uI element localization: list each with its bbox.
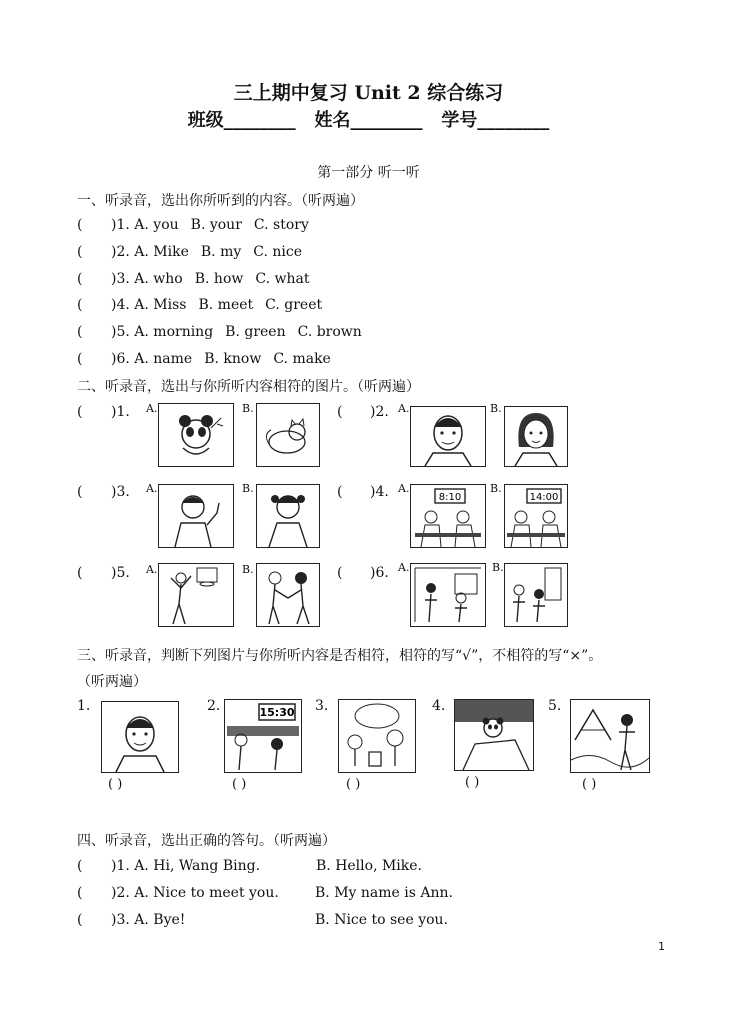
section3-heading-note: （听两遍）	[77, 674, 147, 690]
girl-scene-picture	[570, 699, 650, 773]
section4-option-b: B. My name is Ann.	[315, 885, 453, 901]
girl-waving-picture	[256, 484, 320, 548]
item-number: )2.	[370, 404, 389, 420]
answer-paren: ( )	[465, 775, 480, 790]
section1-item: ( )6. A. name B. know C. make	[77, 351, 331, 367]
clock-classroom-picture	[224, 699, 302, 773]
answer-paren: (	[337, 404, 343, 420]
item-number: 5.	[548, 698, 562, 714]
item-number: )4.	[370, 484, 389, 500]
classroom-picture	[410, 563, 486, 627]
girl-picture	[504, 406, 568, 467]
item-number: 2.	[207, 698, 221, 714]
boy-waving-picture	[158, 484, 234, 548]
cat-picture	[256, 403, 320, 467]
section1-heading: 一、听录音，选出你所听到的内容。（听两遍）	[77, 193, 364, 209]
clock-time: 14:00	[529, 492, 559, 503]
option-letter: A.	[398, 482, 410, 495]
panda-picture	[158, 403, 234, 467]
animals-picture	[338, 699, 416, 773]
page-title: 三上期中复习 Unit 2 综合练习	[233, 82, 504, 104]
item-number: )5.	[111, 565, 130, 581]
item-number: )1.	[111, 404, 130, 420]
boy-portrait-picture	[101, 701, 179, 773]
student-info-line	[0, 106, 737, 132]
answer-paren: (	[77, 404, 83, 420]
answer-paren: (	[77, 565, 83, 581]
answer-paren: ( )	[582, 777, 597, 792]
name-label: 姓名________	[314, 110, 423, 131]
boy-picture	[410, 406, 486, 467]
section1-item: ( )2. A. Mike B. my C. nice	[77, 244, 302, 260]
clock-time: 15:30	[259, 706, 295, 719]
option-letter: B.	[492, 561, 504, 574]
item-number: 3.	[315, 698, 329, 714]
section2-heading: 二、听录音，选出与你所听内容相符的图片。（听两遍）	[77, 379, 420, 395]
option-letter: B.	[242, 482, 254, 495]
panda-scene-picture	[454, 699, 534, 771]
option-letter: A.	[398, 402, 410, 415]
basketball-picture	[158, 563, 234, 627]
answer-paren: ( )	[346, 777, 361, 792]
option-letter: B.	[242, 402, 254, 415]
answer-paren: (	[337, 484, 343, 500]
answer-paren: ( )	[232, 777, 247, 792]
page-number: 1	[658, 940, 665, 953]
option-letter: A.	[146, 402, 158, 415]
item-number: )3.	[111, 484, 130, 500]
option-letter: A.	[398, 561, 410, 574]
section4-heading: 四、听录音，选出正确的答句。（听两遍）	[77, 833, 336, 849]
option-letter: B.	[490, 402, 502, 415]
handshake-picture	[256, 563, 320, 627]
id-label: 学号________	[441, 110, 550, 131]
item-number: )6.	[370, 565, 389, 581]
section4-option-b: B. Hello, Mike.	[316, 858, 422, 874]
clock-scene-picture-b	[504, 484, 568, 548]
answer-paren: (	[337, 565, 343, 581]
section4-item: ( )3. A. Bye!	[77, 912, 186, 928]
item-number: 1.	[77, 698, 91, 714]
section3-heading: 三、听录音，判断下列图片与你所听内容是否相符，相符的写“√”，不相符的写“×”。	[77, 648, 603, 664]
part-heading: 第一部分 听一听	[317, 165, 420, 181]
section4-item: ( )2. A. Nice to meet you.	[77, 885, 279, 901]
class-label: 班级________	[187, 110, 296, 131]
section4-item: ( )1. A. Hi, Wang Bing.	[77, 858, 261, 874]
section1-item: ( )5. A. morning B. green C. brown	[77, 324, 362, 340]
option-letter: A.	[146, 563, 158, 576]
section1-item: ( )3. A. who B. how C. what	[77, 271, 310, 287]
section1-item: ( )4. A. Miss B. meet C. greet	[77, 297, 323, 313]
clock-scene-picture-a	[410, 484, 486, 548]
section4-option-b: B. Nice to see you.	[315, 912, 449, 928]
section1-item: ( )1. A. you B. your C. story	[77, 217, 309, 233]
answer-paren: (	[77, 484, 83, 500]
clock-time: 8:10	[438, 492, 462, 503]
item-number: 4.	[432, 698, 446, 714]
outdoor-picture	[504, 563, 568, 627]
answer-paren: ( )	[108, 777, 123, 792]
option-letter: B.	[490, 482, 502, 495]
option-letter: B.	[242, 563, 254, 576]
option-letter: A.	[146, 482, 158, 495]
